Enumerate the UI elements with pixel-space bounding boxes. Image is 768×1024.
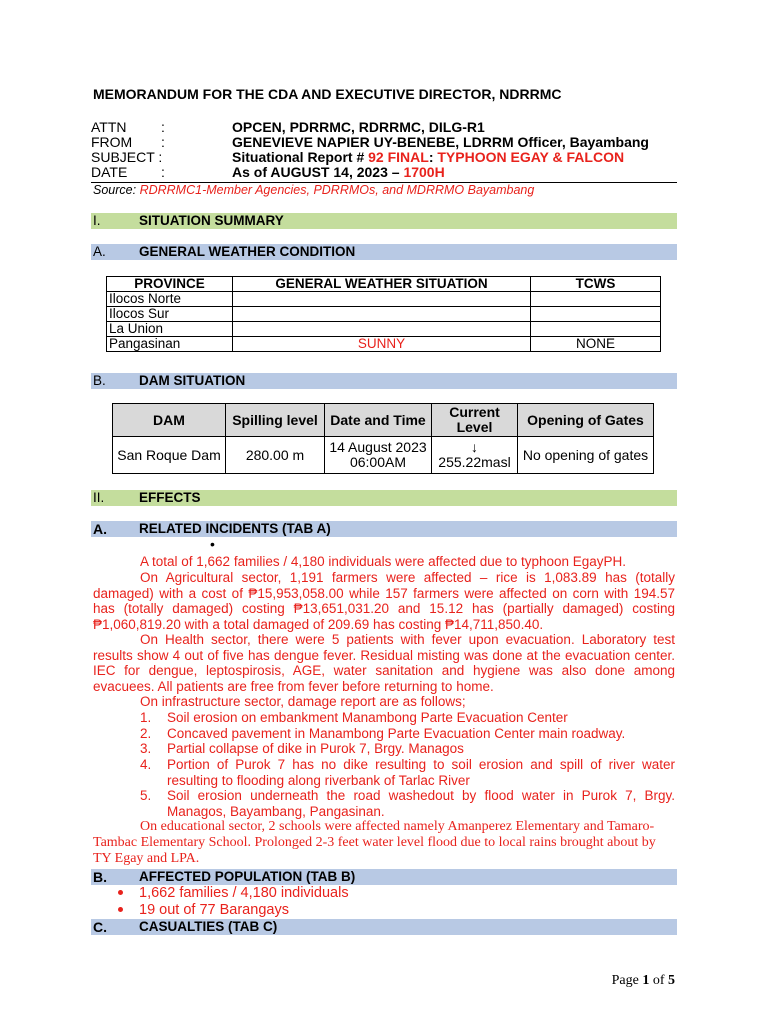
list-number: 4.	[140, 757, 152, 772]
weather-table	[106, 276, 661, 352]
table-row	[107, 292, 661, 307]
page-label: Page	[611, 973, 643, 988]
bullet-marker: •	[210, 536, 215, 552]
incident-paragraph: On educational sector, 2 schools were affected namely Amanperez Elementary and Tamaro-Tambac Elementary School. Prolonged 2-3 feet water level flood due to local rains brought about by TY Egay and LPA.	[93, 819, 656, 866]
dam-level: 255.22masl	[438, 454, 511, 470]
header-tcws: TCWS	[531, 277, 661, 292]
source-text: RDRRMC1-Member Agencies, PDRRMOs, and MDRRMO Bayambang	[139, 183, 535, 197]
list-text: Partial collapse of dike in Purok 7, Brgy. Managos	[167, 741, 464, 756]
list-number: 5.	[140, 788, 152, 803]
list-number: 1.	[140, 710, 152, 725]
page-of: of	[649, 973, 668, 988]
date-prefix: As of AUGUST 14, 2023 –	[232, 164, 404, 180]
header-dam: DAM	[113, 404, 226, 437]
header-spilling: Spilling level	[226, 404, 325, 437]
incident-paragraph: On infrastructure sector, damage report are as follows;	[140, 694, 466, 709]
subject-report-number: 92 FINAL	[368, 149, 429, 165]
page-total: 5	[668, 973, 675, 988]
weather-cell	[233, 292, 531, 307]
weather-cell	[233, 322, 531, 337]
from-label: FROM	[91, 134, 133, 150]
section-number: A.	[93, 521, 107, 537]
header-gates: Opening of Gates	[518, 404, 654, 437]
spilling-cell: 280.00 m	[226, 437, 325, 474]
attn-colon: :	[161, 119, 165, 135]
dam-name-cell: San Roque Dam	[113, 437, 226, 474]
list-number: 3.	[140, 741, 152, 756]
section-casualties	[91, 919, 677, 935]
list-text: Soil erosion on embankment Manambong Parte Evacuation Center	[167, 710, 568, 725]
tcws-cell	[531, 322, 661, 337]
table-row	[107, 307, 661, 322]
section-title: AFFECTED POPULATION (TAB B)	[139, 869, 356, 884]
table-row	[107, 322, 661, 337]
header-weather: GENERAL WEATHER SITUATION	[233, 277, 531, 292]
weather-cell: SUNNY	[233, 337, 531, 352]
section-title: GENERAL WEATHER CONDITION	[139, 244, 356, 259]
tcws-cell: NONE	[531, 337, 661, 352]
incident-paragraph: A total of 1,662 families / 4,180 individuals were affected due to typhoon EgayPH.	[140, 554, 627, 569]
header-province: PROVINCE	[107, 277, 233, 292]
subject-prefix: Situational Report #	[232, 149, 369, 165]
section-number: B.	[93, 373, 106, 388]
list-text: Portion of Purok 7 has no dike resulting to soil erosion and spill of river water resulting to flooding along riverbank of Tarlac River	[167, 757, 675, 788]
section-related-incidents	[91, 521, 677, 537]
header-current-level: Current Level	[432, 404, 518, 437]
province-cell: La Union	[107, 322, 233, 337]
province-cell: Ilocos Norte	[107, 292, 233, 307]
list-number: 2.	[140, 726, 152, 741]
dam-date: 14 August 2023	[329, 439, 427, 455]
header-datetime: Date and Time	[325, 404, 432, 437]
section-effects	[91, 490, 677, 506]
subject-value	[232, 150, 624, 165]
section-affected-population	[91, 869, 677, 885]
memo-title: MEMORANDUM FOR THE CDA AND EXECUTIVE DIRECTOR, NDRRMC	[93, 86, 562, 102]
section-number: B.	[93, 869, 107, 885]
section-dam-situation	[91, 373, 677, 389]
attn-value: OPCEN, PDRRMC, RDRRMC, DILG-R1	[232, 119, 485, 135]
dam-time: 06:00AM	[349, 454, 407, 470]
page-current: 1	[642, 973, 650, 988]
date-time: 1700H	[403, 164, 445, 180]
section-title: CASUALTIES (TAB C)	[139, 919, 278, 934]
tcws-cell	[531, 292, 661, 307]
source-label: Source:	[93, 183, 140, 197]
affected-text: 19 out of 77 Barangays	[139, 902, 289, 918]
dam-table	[112, 403, 654, 474]
section-title: RELATED INCIDENTS (TAB A)	[139, 521, 331, 536]
section-number: A.	[93, 244, 106, 259]
weather-cell	[233, 307, 531, 322]
source-line	[93, 183, 534, 197]
datetime-cell	[325, 437, 432, 474]
from-value: GENEVIEVE NAPIER UY-BENEBE, LDRRM Officer, Bayambang	[232, 134, 649, 150]
table-row	[107, 337, 661, 352]
section-number: C.	[93, 919, 107, 935]
subject-typhoon: TYPHOON EGAY & FALCON	[437, 149, 625, 165]
from-colon: :	[161, 134, 165, 150]
gates-cell: No opening of gates	[518, 437, 654, 474]
subject-label: SUBJECT :	[91, 149, 163, 165]
section-situation-summary	[91, 213, 677, 229]
incident-paragraph: On Agricultural sector, 1,191 farmers were affected – rice is 1,083.89 has (totally damaged) with a cost of ₱15,953,058.00 while 157 farmers were affected on corn with 194.57 has (totally damaged) costing ₱13,651,031.20 and 15.12 has (partially damaged) costing ₱1,060,819.20 with a total damaged of 209.69 has costing ₱14,711,850.40.	[93, 570, 675, 632]
section-title: EFFECTS	[139, 490, 201, 505]
current-level-cell	[432, 437, 518, 474]
table-header-row	[107, 277, 661, 292]
table-header-row	[113, 404, 654, 437]
date-value	[232, 165, 445, 180]
province-cell: Ilocos Sur	[107, 307, 233, 322]
table-row	[113, 437, 654, 474]
section-title: SITUATION SUMMARY	[139, 213, 284, 228]
affected-text: 1,662 families / 4,180 individuals	[139, 885, 349, 901]
list-text: Soil erosion underneath the road washedout by flood water in Purok 7, Brgy. Managos, Bayambang, Pangasinan.	[167, 788, 675, 819]
subject-separator: :	[428, 149, 438, 165]
list-text: Concaved pavement in Manambong Parte Evacuation Center main roadway.	[167, 726, 626, 741]
tcws-cell	[531, 307, 661, 322]
section-title: DAM SITUATION	[139, 373, 246, 388]
attn-label: ATTN	[91, 119, 127, 135]
section-general-weather	[91, 244, 677, 260]
province-cell: Pangasinan	[107, 337, 233, 352]
incident-paragraph: On Health sector, there were 5 patients with fever upon evacuation. Laboratory test results show 4 out of five has dengue fever. Residual misting was done at the evacuation center. IEC for dengue, leptospirosis, AGE, water sanitation and hygiene was also done among evacuees. All patients are free from fever before returning to home.	[93, 632, 675, 694]
date-label: DATE	[91, 164, 128, 180]
bullet-icon	[118, 890, 123, 895]
page-number	[612, 973, 675, 989]
bullet-icon	[118, 907, 123, 912]
date-colon: :	[161, 164, 165, 180]
section-number: II.	[93, 490, 105, 505]
down-arrow-icon: ↓	[471, 439, 478, 455]
section-number: I.	[93, 213, 101, 228]
